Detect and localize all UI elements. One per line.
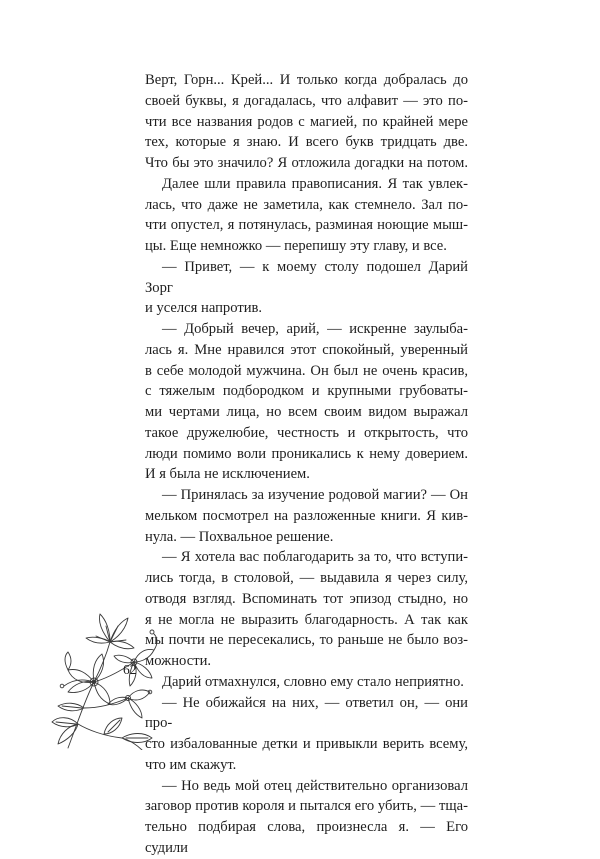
text-line: в себе молодой мужчина. Он был не очень красив, <box>145 362 468 379</box>
text-line: нула. — Похвальное решение. <box>145 528 334 545</box>
text-line: лись тогда, в столовой, — выдавила я через силу, <box>145 570 468 586</box>
text-line: с тяжелым подбородком и крупными грубоваты- <box>145 383 468 400</box>
text-line: мы почти не пересекались, то раньше не было воз- <box>145 632 468 649</box>
text-line: такое дружелюбие, честность и открытость, что <box>145 424 468 441</box>
text-line: И я была не исключением. <box>145 466 310 483</box>
text-line: Далее шли правила правописания. Я так увлек- <box>162 175 468 192</box>
text-line: — Не обижайся на них, — ответил он, — они про- <box>145 694 468 732</box>
text-line: можности. <box>145 653 212 669</box>
floral-ornament-icon <box>48 612 160 750</box>
text-line: своей буквы, я догадалась, что алфавит — это по- <box>145 92 468 109</box>
text-line: ми чертами лица, но всем своим видом выражал <box>145 404 468 420</box>
text-line: Дарий отмахнулся, словно ему стало неприятно. <box>162 673 464 690</box>
text-line: люди помимо воли проникались к нему доверием. <box>145 445 468 462</box>
text-line: сто избалованные детки и привыкли верить всему, <box>145 736 468 752</box>
text-line: я не могла не выразить благодарность. А так как <box>145 611 468 628</box>
text-line: Верт, Горн... Крей... И только когда добралась до <box>145 72 468 88</box>
text-line: — Я хотела вас поблагодарить за то, что вступи- <box>162 549 468 566</box>
text-line: мельком посмотрел на разложенные книги. Я кив- <box>145 507 468 524</box>
text-line: — Принялась за изучение родовой магии? — Он <box>162 487 468 503</box>
text-line: тельно подбирая слова, произнесла я. — Его судили <box>145 819 468 856</box>
text-line: — Но ведь мой отец действительно организовал <box>162 777 468 794</box>
text-line: чти опустел, я потянулась, разминая ноющие мыш- <box>145 217 468 234</box>
text-line: что им скажут. <box>145 756 237 773</box>
text-line: лась я. Мне нравился этот спокойный, уверенный <box>145 341 468 358</box>
text-line: заговор против короля и пытался его убить, — тща- <box>145 798 468 815</box>
text-line: отводя взгляд. Вспоминать тот эпизод стыдно, но <box>145 590 468 607</box>
text-line: чти все названия родов с магией, по крайней мере <box>145 113 468 130</box>
text-line: — Привет, — к моему столу подошел Дарий Зорг <box>145 258 468 296</box>
text-line: и уселся напротив. <box>145 300 263 317</box>
text-line: тех, которые я знаю. И всего букв тридцать две. <box>145 134 468 151</box>
text-line: — Добрый вечер, арий, — искренне заулыба- <box>162 321 468 337</box>
text-line: Что бы это значило? Я отложила догадки на потом. <box>145 155 468 171</box>
text-line: цы. Еще немножко — перепишу эту главу, и все. <box>145 238 447 254</box>
page-number: 62 <box>123 662 137 677</box>
body-text <box>145 70 468 859</box>
text-line: лась, что даже не заметила, как стемнело. Зал по- <box>145 196 468 213</box>
